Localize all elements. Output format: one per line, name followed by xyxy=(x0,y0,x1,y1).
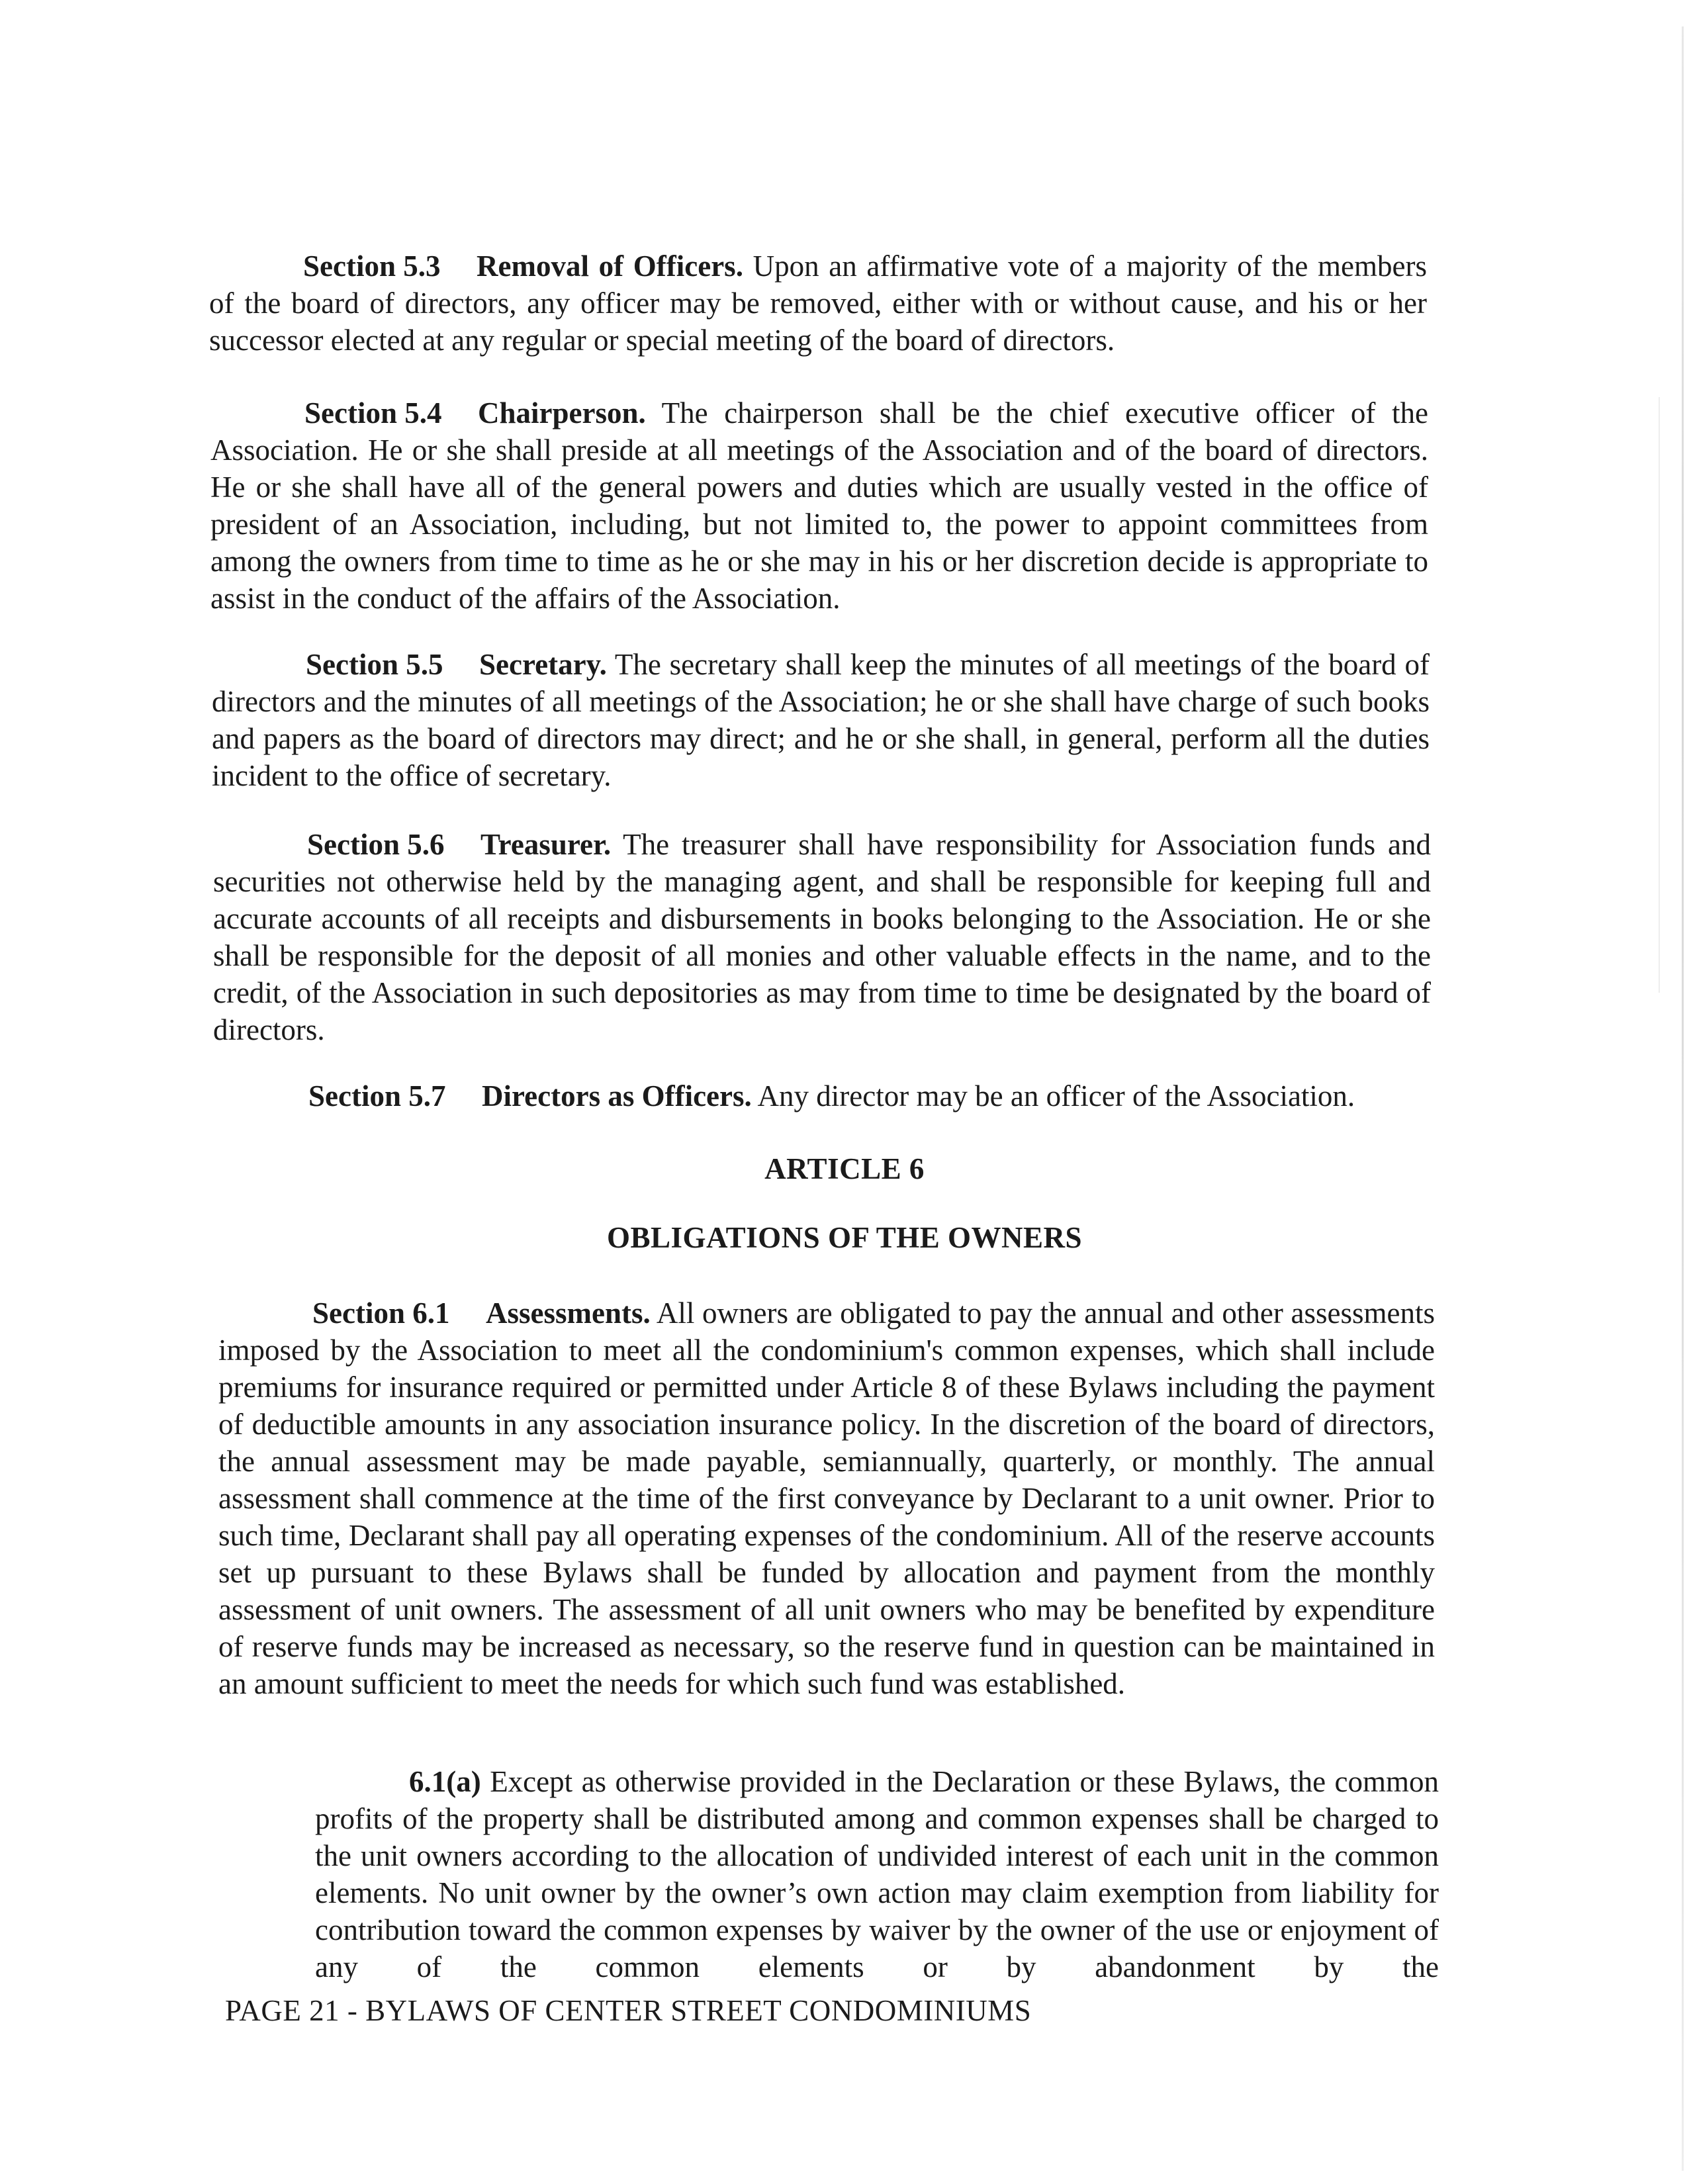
section-title: Secretary. xyxy=(479,648,607,681)
section-body: The secretary shall keep the minutes of all meetings of the board of directors and the minutes of all meetings of the Association; he or she shall have charge of such books and papers as the board of directors may direct; and he or she shall, in general, perform all the duties incident to the office of secretary. xyxy=(212,648,1430,792)
section-5-7 xyxy=(214,1077,1432,1115)
section-6-1 xyxy=(218,1295,1435,1702)
section-title: Directors as Officers. xyxy=(482,1079,752,1113)
scan-edge-line-faint xyxy=(1659,397,1660,993)
section-number: Section 5.3 xyxy=(303,250,441,283)
section-title: Treasurer. xyxy=(480,828,612,861)
subsection-body: Except as otherwise provided in the Declaration or these Bylaws, the common profits of the property shall be distributed among and common expenses shall be charged to the unit owners according to the allocation of undivided interest of each unit in the common elements. No unit owner by the owner’s own action may claim exemption from liability for contribution toward the common expenses by waiver by the owner of the use or enjoyment of any of the common elements or by abandonment by the xyxy=(315,1765,1439,1983)
section-number: Section 5.4 xyxy=(304,396,442,430)
section-body: All owners are obligated to pay the annual and other assessments imposed by the Association to meet all the condominium's common expenses, which shall include premiums for insurance required or permitted under Article 8 of these Bylaws including the payment of deductible amounts in any association insurance policy. In the discretion of the board of directors, the annual assessment may be made payable, semiannually, quarterly, or monthly. The annual assessment shall commence at the time of the first conveyance by Declarant to a unit owner. Prior to such time, Declarant shall pay all operating expenses of the condominium. All of the reserve accounts set up pursuant to these Bylaws shall be funded by allocation and payment from the monthly assessment of unit owners. The assessment of all unit owners who may be benefited by expenditure of reserve funds may be increased as necessary, so the reserve fund in question can be maintained in an amount sufficient to meet the needs for which such fund was established. xyxy=(218,1297,1435,1700)
article-label: ARTICLE 6 xyxy=(764,1152,925,1185)
scan-edge-line xyxy=(1682,26,1684,2171)
subsection-label: 6.1(a) xyxy=(409,1765,481,1798)
section-number: Section 5.5 xyxy=(306,648,443,681)
section-body: Any director may be an officer of the Association. xyxy=(757,1079,1355,1113)
section-title: Assessments. xyxy=(486,1297,651,1330)
subsection-6-1a xyxy=(315,1763,1439,1985)
section-number: Section 5.7 xyxy=(308,1079,446,1113)
section-5-5 xyxy=(212,646,1430,794)
section-number: Section 6.1 xyxy=(312,1297,450,1330)
section-body: Upon an affirmative vote of a majority of the members of the board of directors, any officer may be removed, either with or without cause, and his or her successor elected at any regular or special meeting of the board of directors. xyxy=(209,250,1428,357)
article-title: OBLIGATIONS OF THE OWNERS xyxy=(606,1221,1083,1254)
page-footer: PAGE 21 - BYLAWS OF CENTER STREET CONDOMINIUMS xyxy=(225,1994,1032,2027)
section-5-6 xyxy=(213,826,1431,1048)
section-body: The treasurer shall have responsibility for Association funds and securities not otherwise held by the managing agent, and shall be responsible for keeping full and accurate accounts of all receipts and disbursements in books belonging to the Association. He or she shall be responsible for the deposit of all monies and other valuable effects in the name, and to the credit, of the Association in such depositories as may from time to time be designated by the board of directors. xyxy=(213,828,1431,1046)
section-5-3 xyxy=(209,248,1427,359)
section-title: Removal of Officers. xyxy=(477,250,743,283)
section-body: The chairperson shall be the chief executive officer of the Association. He or she shall preside at all meetings of the Association and of the board of directors. He or she shall have all of the general powers and duties which are usually vested in the office of president of an Association, including, but not limited to, the power to appoint committees from among the owners from time to time as he or she may in his or her discretion decide is appropriate to assist in the conduct of the affairs of the Association. xyxy=(210,396,1428,615)
section-title: Chairperson. xyxy=(478,396,646,430)
section-5-4 xyxy=(210,394,1428,617)
section-number: Section 5.6 xyxy=(307,828,445,861)
